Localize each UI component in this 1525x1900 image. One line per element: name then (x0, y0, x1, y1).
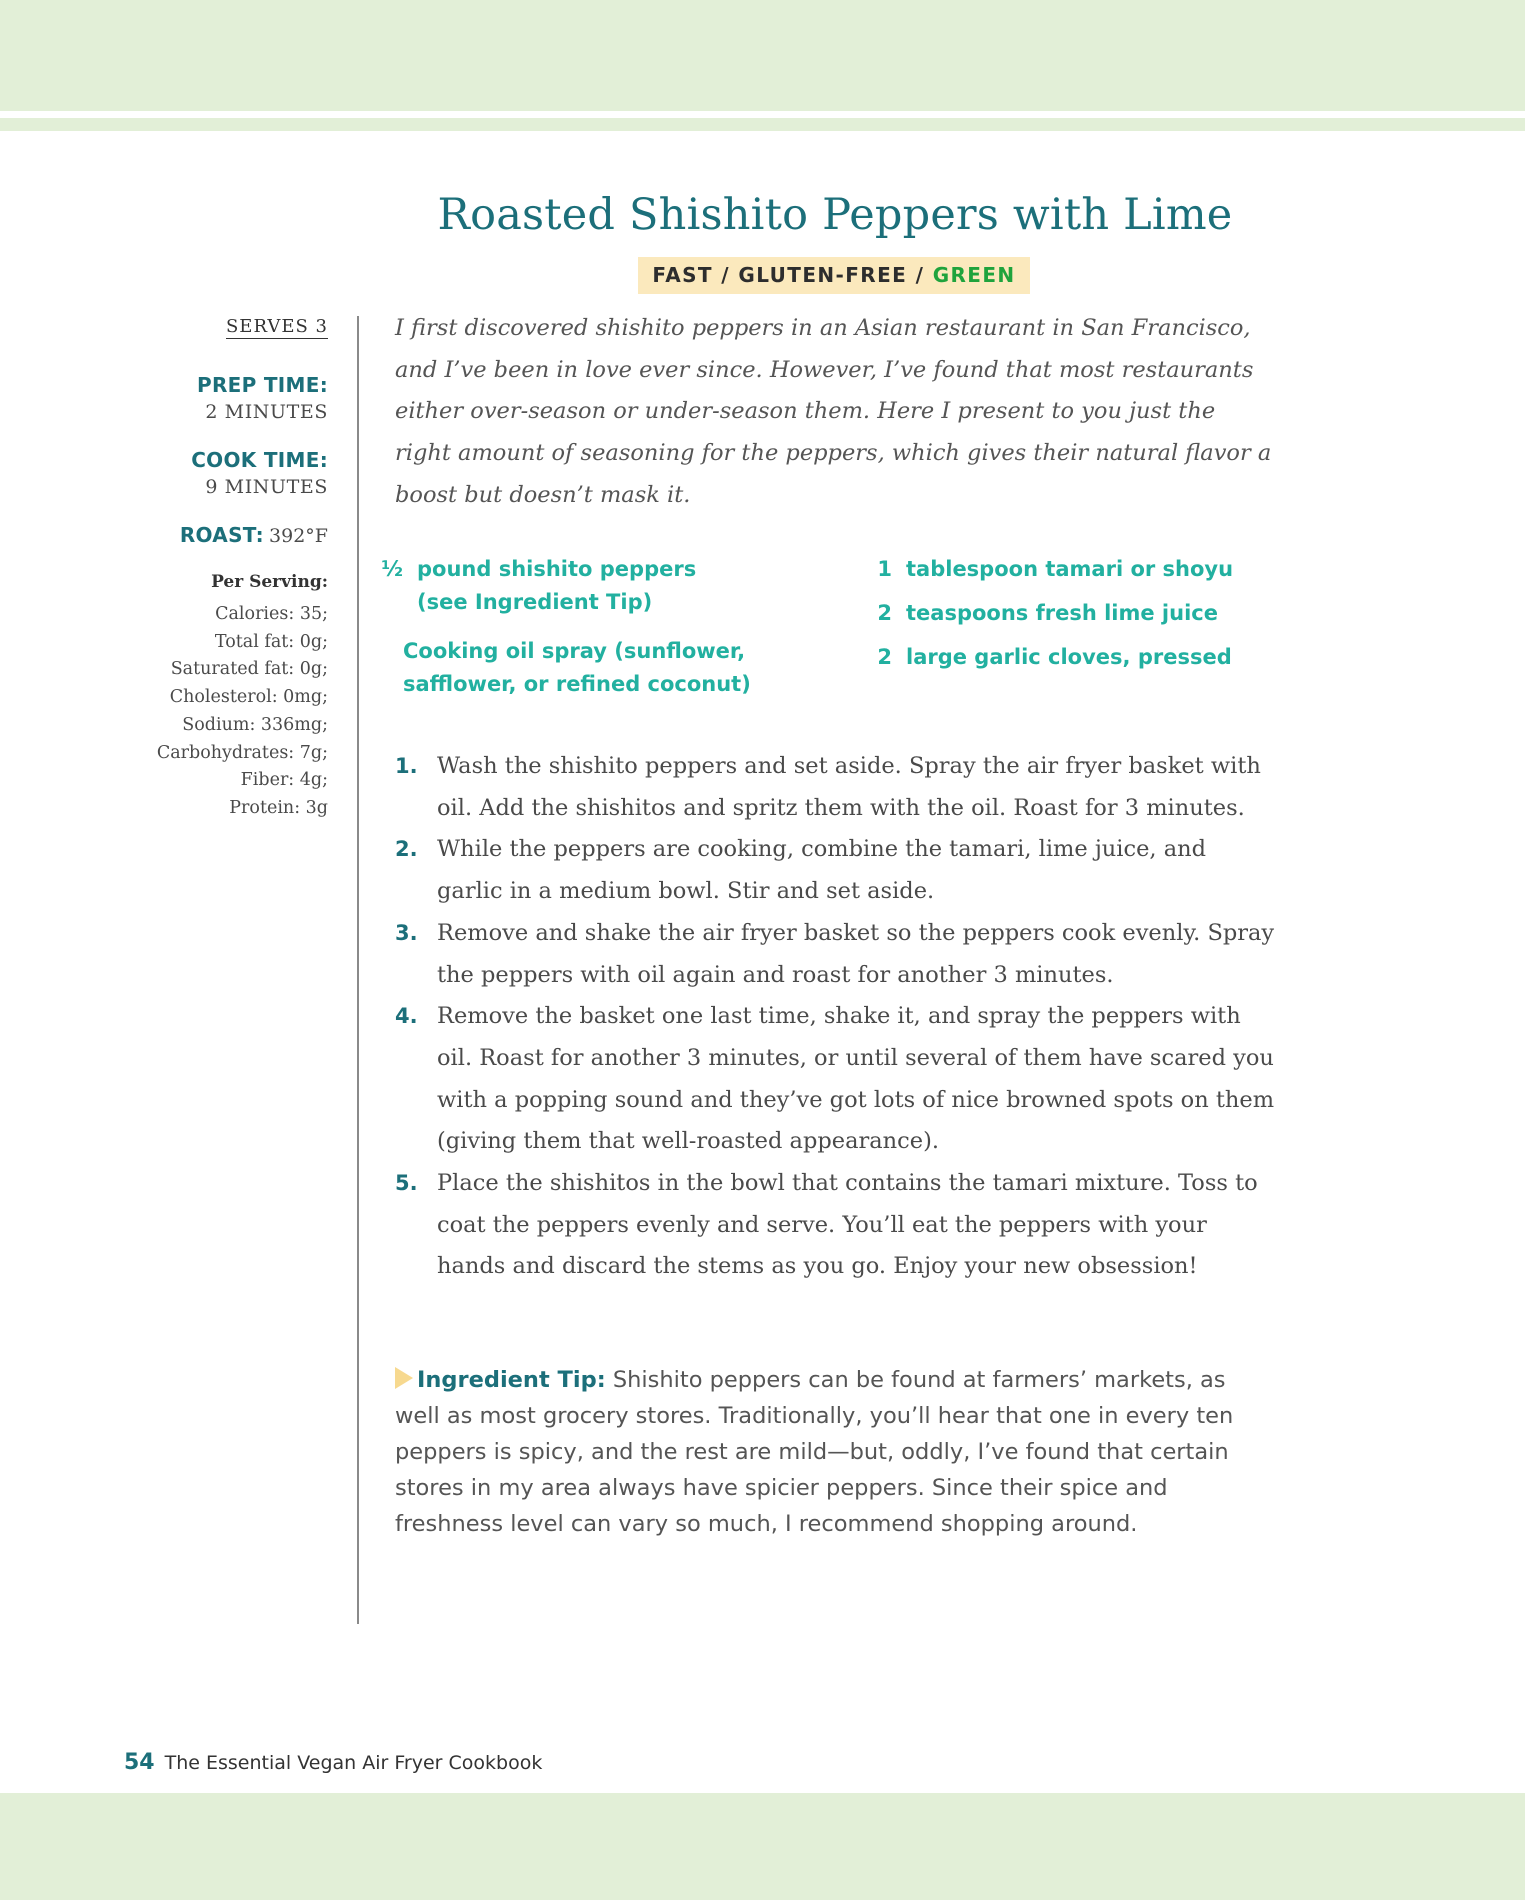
step-number: 5. (395, 1171, 418, 1196)
top-decorative-band (0, 0, 1525, 111)
nutrition-sodium: Sodium: 336mg; (182, 714, 328, 735)
step-number: 1. (395, 754, 418, 778)
ingredient-note: (see Ingredient Tip) (417, 590, 653, 614)
cook-time-label: COOK TIME: (191, 448, 328, 472)
ingredient-item (403, 635, 751, 701)
step-text: Wash the shishito peppers and set aside. Spray the air fryer basket with oil. Add the shishitos and spritz them with the oil. Roast for 3 minutes. (437, 753, 1261, 821)
prep-time-label: PREP TIME: (197, 373, 328, 397)
nutrition-protein: Protein: 3g (229, 797, 328, 818)
ingredient-text-line2: safflower, or refined coconut) (403, 672, 751, 696)
per-serving-title: Per Serving: (211, 572, 328, 592)
top-decorative-stripe (0, 118, 1525, 131)
step-item (395, 913, 1275, 996)
nutrition-calories: Calories: 35; (215, 604, 328, 624)
cook-time-value: 9 MINUTES (205, 476, 328, 498)
ingredient-qty: ½ (381, 557, 403, 581)
recipe-tags-badge (638, 257, 1030, 294)
prep-time-value: 2 MINUTES (205, 401, 328, 423)
nutrition-total-fat: Total fat: 0g; (214, 631, 328, 652)
roast-label: ROAST: (179, 523, 264, 547)
step-text: Place the shishitos in the bowl that contains the tamari mixture. Toss to coat the peppers evenly and serve. You’ll eat the peppers with your hands and discard the stems as you go. Enjoy your new obsession! (437, 1170, 1258, 1280)
serves-count: SERVES 3 (225, 316, 328, 337)
recipe-title: Roasted Shishito Peppers with Lime (437, 190, 1233, 240)
ingredient-text: tablespoon tamari or shoyu (906, 557, 1234, 581)
step-item (395, 996, 1275, 1163)
instruction-steps (395, 746, 1275, 1288)
triangle-arrow-icon (395, 1367, 413, 1389)
nutrition-carbohydrates: Carbohydrates: 7g; (156, 742, 328, 763)
tag-separator: / (915, 263, 925, 287)
step-number: 3. (395, 920, 418, 945)
nutrition-fiber: Fiber: 4g; (240, 770, 328, 791)
ingredient-text: Cooking oil spray (sunflower, (403, 639, 746, 663)
bottom-decorative-band (0, 1793, 1525, 1900)
page-number: 54 (124, 1750, 155, 1775)
step-text: While the peppers are cooking, combine the tamari, lime juice, and garlic in a medium bowl. Stir and set aside. (437, 836, 1207, 905)
ingredient-text: pound shishito peppers (417, 557, 697, 581)
tag-fast: FAST (652, 263, 713, 287)
tag-gluten-free: GLUTEN-FREE (738, 263, 908, 287)
tag-green: GREEN (932, 263, 1016, 287)
book-title: The Essential Vegan Air Fryer Cookbook (164, 1752, 543, 1774)
step-item (395, 829, 1275, 912)
step-text: Remove and shake the air fryer basket so the peppers cook evenly. Spray the peppers with oil again and roast for another 3 minutes. (437, 919, 1275, 988)
ingredient-item (377, 557, 777, 627)
ingredient-text: large garlic cloves, pressed (906, 645, 1232, 669)
ingredient-tip (395, 1362, 1275, 1542)
step-number: 4. (395, 1004, 418, 1029)
ingredient-text: teaspoons fresh lime juice (906, 601, 1218, 625)
ingredient-qty: 2 (877, 601, 892, 625)
roast-temperature (180, 523, 328, 547)
nutrition-cholesterol: Cholesterol: 0mg; (169, 687, 328, 708)
roast-value: 392°F (269, 525, 328, 547)
step-item (395, 746, 1275, 829)
nutrition-list (157, 601, 328, 823)
sidebar-divider (357, 316, 359, 1624)
nutrition-saturated-fat: Saturated fat: 0g; (170, 659, 328, 680)
ingredient-qty: 2 (877, 645, 892, 669)
step-number: 2. (395, 837, 418, 862)
tip-label: Ingredient Tip: (417, 1367, 606, 1393)
page-footer (124, 1750, 542, 1775)
ingredient-qty: 1 (877, 557, 892, 581)
recipe-intro: I first discovered shishito peppers in an Asian restaurant in San Francisco, and I’ve been in love ever since. However, I’ve found that most restaurants either over-season or under-season them. Here I present to you just the right amount of seasoning for the peppers, which gives their natural flavor a boost but doesn’t mask it. (395, 315, 1272, 508)
step-text: Remove the basket one last time, shake it, and spray the peppers with oil. Roast for another 3 minutes, or until several of them have scared you with a popping sound and they’ve got lots of nice browned spots on them (giving them that well-roasted appearance). (437, 1003, 1275, 1155)
tag-separator: / (721, 263, 731, 287)
step-item (395, 1163, 1275, 1288)
tip-text: Shishito peppers can be found at farmers’ markets, as well as most grocery stores. Traditionally, you’ll hear that one in every ten peppers is spicy, and the rest are mild—but, oddly, I’ve found that certain stores in my area always have spicier peppers. Since their spice and freshness level can vary so much, I recommend shopping around. (395, 1367, 1234, 1537)
